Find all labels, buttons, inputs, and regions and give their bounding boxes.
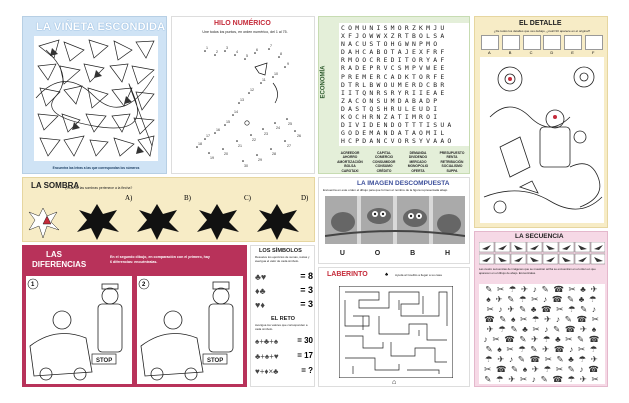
svg-text:25: 25 — [288, 122, 292, 126]
svg-text:2: 2 — [216, 50, 218, 54]
imagen-letter: H — [444, 250, 451, 257]
vineta-title: LA VIÑETA ESCONDIDA — [36, 21, 166, 33]
svg-text:1: 1 — [206, 46, 208, 50]
sopa-word: SUPPA — [446, 168, 458, 173]
simbolos-result: = 3 — [300, 299, 313, 309]
sopa-row: P R E M E R C A D K T O R F E — [341, 72, 444, 81]
sopa-word: CAPITAL — [376, 151, 392, 155]
sopa-word: ACREEDOR — [340, 151, 360, 155]
sopa-word: RETRIBUCIÓN — [440, 159, 464, 164]
detalle-option[interactable] — [481, 35, 499, 55]
secuencia-strips — [479, 242, 605, 266]
secuencia-grid-row: ✂ ♪ ✈ ✎ ♣ ☎ ✂ ☂ ✎ ♪ — [486, 304, 598, 314]
diferencias-stop-sign-1: STOP — [96, 358, 113, 364]
svg-text:27: 27 — [287, 144, 291, 148]
hilo-dots[interactable] — [175, 37, 313, 173]
reto-row — [255, 366, 313, 379]
detalle-option[interactable] — [564, 35, 582, 55]
secuencia-grid-row: ♠ ✈ ✎ ☂ ✂ ♪ ☎ ✎ ♣ ☂ — [486, 294, 598, 304]
laberinto-title: LABERINTO — [327, 271, 368, 278]
sombra-option-b[interactable]: B) — [184, 194, 191, 202]
hilo-instruction: Une todos los puntos, en orden numérico, del 1 al 75. — [202, 30, 288, 34]
sopa-row: I I T Q N R S R Y R I I E A E — [341, 88, 444, 97]
sombra-option-d[interactable]: D) — [301, 194, 309, 202]
diferencias-title-line1: LAS — [46, 250, 62, 259]
secuencia-grid[interactable] — [479, 284, 605, 384]
symbol-icon: ♥+♦×♣ — [255, 367, 279, 376]
svg-text:21: 21 — [238, 144, 242, 148]
sopa-word: AMORTIZACIÓN — [337, 159, 363, 164]
svg-text:15: 15 — [226, 120, 230, 124]
svg-text:16: 16 — [216, 128, 220, 132]
sopa-word: RENTA — [446, 155, 458, 160]
sopa-word: DEMANDA — [409, 151, 427, 155]
reto-result: = 17 — [297, 351, 313, 360]
sombra-figures[interactable] — [25, 194, 315, 242]
detalle-option-label: F — [591, 50, 595, 55]
sopa-word-list — [333, 151, 469, 173]
simbolos-row — [255, 299, 313, 312]
detalle-option[interactable] — [502, 35, 520, 55]
panel-hilo — [171, 16, 315, 174]
sopa-row: D I V I D E N D O T T T I S U A — [341, 121, 451, 130]
reto-result: = ? — [301, 366, 313, 375]
panel-diferencias — [22, 245, 247, 387]
sopa-word: MERCADO — [409, 159, 427, 164]
vineta-instruction: Encuentra las letras a las que correspondan los números — [52, 166, 140, 170]
secuencia-grid-row: ☎ ✎ ♠ ✂ ☂ ✈ ♪ ✎ ☎ ✂ — [484, 314, 600, 324]
panel-vineta — [22, 16, 167, 174]
sombra-option-a[interactable]: A) — [125, 194, 133, 202]
imagen-instruction: Encuentra en este orden el dibujo para que formen el nombre de la figura representada abajo — [323, 188, 448, 192]
reto-result: = 30 — [297, 336, 313, 345]
sopa-row: G O D E M A N D A T A O M I L — [341, 129, 444, 138]
detalle-option-label: D — [550, 50, 554, 55]
detalle-options — [481, 35, 603, 55]
imagen-letters — [325, 250, 465, 257]
simbolos-result: = 3 — [300, 285, 313, 295]
sopa-word: PRESUPUESTO — [439, 151, 465, 155]
sopa-word: CONSUMO — [375, 164, 393, 169]
symbol-icon: ♥♦ — [255, 300, 265, 310]
svg-text:28: 28 — [272, 152, 276, 156]
reto-instruction: Averigua los valores que corresponden a cada símbolo. — [255, 323, 308, 331]
secuencia-grid-row: ♪ ✂ ☎ ✎ ✈ ☂ ♣ ✂ ✎ ☎ — [483, 334, 601, 344]
simbolos-instruction: Resuelve los ejercicios de sumas, restas y averigua el valor de cada símbolo. — [255, 255, 310, 263]
sopa-word: OFERTA — [411, 168, 425, 173]
detalle-option-label: E — [571, 50, 574, 55]
sopa-vertical-label: ECONOMÍA — [320, 65, 327, 99]
vineta-puzzle[interactable] — [34, 36, 158, 161]
laberinto-maze[interactable] — [339, 286, 453, 378]
svg-text:14: 14 — [234, 110, 238, 114]
imagen-letter: U — [339, 250, 345, 257]
sopa-row: R M O O C R E D I T O R Y A F — [341, 56, 444, 65]
secuencia-grid-row: ✎ ✂ ☂ ✈ ♪ ✎ ☎ ✂ ♣ ✈ — [485, 284, 599, 294]
panel-laberinto — [318, 267, 470, 387]
sombra-instruction: ¿Cuál de las sombras pertenece a la flecha? — [65, 186, 133, 190]
svg-text:26: 26 — [297, 134, 301, 138]
panel-imagen — [318, 177, 470, 264]
panel-sopa — [318, 16, 470, 174]
svg-text:7: 7 — [270, 44, 272, 48]
detalle-title: EL DETALLE — [519, 20, 562, 27]
sopa-word: CRÉDITO — [376, 168, 392, 173]
sopa-row: K O C H R N Z A T I M R O I — [341, 113, 437, 122]
sopa-row: C O M U N I S M O R Z K M J U — [341, 24, 444, 32]
secuencia-title: LA SECUENCIA — [515, 233, 564, 240]
sopa-word: CAROTAXI — [341, 168, 359, 173]
detalle-instruction: ¿De todos los detalles que ves debajo, ¿cuál NO aparece en el original? — [493, 29, 591, 33]
sopa-row: D A H C A B O T A J E X F R F — [341, 48, 444, 57]
diferencias-panel-number-2: 2 — [142, 282, 146, 288]
svg-text:9: 9 — [287, 62, 289, 66]
detalle-option[interactable] — [523, 35, 541, 55]
svg-text:13: 13 — [240, 98, 244, 102]
sopa-row: Z A C O N S U M D A B A D P — [341, 96, 437, 105]
reto-row — [255, 336, 313, 349]
imagen-strips[interactable] — [325, 196, 465, 244]
svg-text:18: 18 — [198, 142, 202, 146]
secuencia-grid-row: ✎ ♠ ✂ ☂ ✎ ✈ ☎ ♪ ✂ ☂ — [485, 344, 599, 354]
laberinto-instruction: Ayuda al Coellito a llegar a su casa — [395, 273, 442, 277]
rabbit-icon: ♠ — [385, 272, 389, 278]
secuencia-grid-row: ✂ ☎ ✎ ♠ ✈ ☂ ✂ ✎ ♪ ☎ — [484, 364, 600, 374]
svg-text:19: 19 — [210, 156, 214, 160]
simbolos-row — [255, 285, 313, 298]
svg-text:8: 8 — [280, 52, 282, 56]
svg-text:29: 29 — [258, 158, 262, 162]
imagen-letter: O — [374, 250, 381, 257]
diferencias-picture-2[interactable] — [137, 276, 243, 384]
sopa-row: D T R L B W O U M E R D C B R — [341, 80, 444, 89]
simbolos-title: LOS SÍMBOLOS — [259, 248, 302, 254]
panel-simbolos — [250, 245, 315, 387]
house-icon: ⌂ — [392, 379, 397, 386]
symbol-icon: ♠+♣+♠ — [255, 337, 279, 346]
sopa-row: H C P D A N C V O R S Y V A A O — [341, 137, 451, 146]
panel-sombra — [22, 177, 315, 242]
detalle-option[interactable] — [585, 35, 603, 55]
svg-text:11: 11 — [262, 78, 266, 82]
svg-text:6: 6 — [256, 48, 258, 52]
hilo-title: HILO NUMÉRICO — [214, 20, 271, 27]
detalle-option-label: B — [508, 50, 512, 55]
svg-text:30: 30 — [244, 164, 248, 168]
symbol-icon: ♦♣ — [255, 286, 266, 296]
detalle-option-label: C — [529, 50, 533, 55]
svg-text:3: 3 — [226, 46, 228, 50]
detalle-option[interactable] — [543, 35, 561, 55]
svg-text:22: 22 — [252, 138, 256, 142]
diferencias-stop-sign-2: STOP — [207, 358, 224, 364]
sopa-row: D A S T Q S H R U L E U D I — [341, 104, 437, 113]
sopa-word: COMERCIO — [374, 155, 394, 160]
sopa-word: MONOPOLIO — [407, 164, 429, 169]
symbol-icon: ♣+♠+♥ — [255, 352, 279, 361]
symbol-icon: ♣♥ — [255, 272, 267, 282]
panel-secuencia — [474, 231, 608, 387]
panel-detalle — [474, 16, 608, 228]
secuencia-grid-row: ☂ ✈ ♪ ✎ ☎ ✂ ✎ ♣ ☂ ✈ — [485, 354, 599, 364]
sopa-word: BOLSA — [344, 164, 356, 169]
sopa-row: X F J O W W X Z R T B O L S A — [341, 32, 444, 41]
sopa-row: R A D E P R V C S M P V W E E — [341, 64, 444, 73]
secuencia-instruction: Las cuatro secuencias de imágenes que se muestran arriba se encuentran en el orden en que aparecen en el dibujo de abajo. Encuéntralas. — [479, 267, 596, 275]
svg-text:12: 12 — [250, 88, 254, 92]
diferencias-instruction: En el segundo dibujo, en comparación con el primero, hay 6 diferencias: encuéntralas. — [110, 255, 210, 264]
sopa-grid[interactable] — [339, 23, 470, 146]
diferencias-picture-1[interactable] — [26, 276, 132, 384]
sombra-option-c[interactable]: C) — [244, 194, 251, 202]
svg-text:24: 24 — [276, 126, 280, 130]
secuencia-grid-row: ✎ ☂ ✈ ✂ ♪ ✎ ☎ ☂ ✈ ✂ — [484, 374, 600, 384]
sopa-word: AHORRO — [342, 155, 358, 160]
svg-text:20: 20 — [224, 152, 228, 156]
simbolos-result: = 8 — [300, 271, 313, 281]
sopa-row: N A C U S T O H G W N P M O — [341, 40, 437, 49]
sopa-word: SOCIALISMO — [441, 164, 463, 169]
svg-text:17: 17 — [206, 134, 210, 138]
reto-row — [255, 351, 313, 364]
sombra-title: LA SOMBRA — [31, 181, 80, 190]
detalle-option-label: A — [488, 50, 491, 55]
svg-text:4: 4 — [236, 50, 238, 54]
detalle-illustration[interactable] — [480, 57, 604, 223]
imagen-title: LA IMAGEN DESCOMPUESTA — [357, 180, 450, 187]
simbolos-row — [255, 271, 313, 284]
svg-text:23: 23 — [264, 132, 268, 136]
svg-text:10: 10 — [274, 72, 278, 76]
reto-title: EL RETO — [271, 316, 296, 322]
diferencias-title-line2: DIFERENCIAS — [32, 260, 87, 269]
imagen-letter: B — [410, 250, 416, 257]
svg-text:5: 5 — [246, 54, 248, 58]
secuencia-grid-row: ✈ ☂ ✎ ♣ ✂ ♪ ✎ ☎ ✈ ♠ — [486, 324, 598, 334]
sopa-word: CONSUMIDOR — [372, 159, 396, 164]
diferencias-panel-number-1: 1 — [31, 282, 35, 288]
sopa-word: DIVIDENDO — [408, 155, 428, 160]
